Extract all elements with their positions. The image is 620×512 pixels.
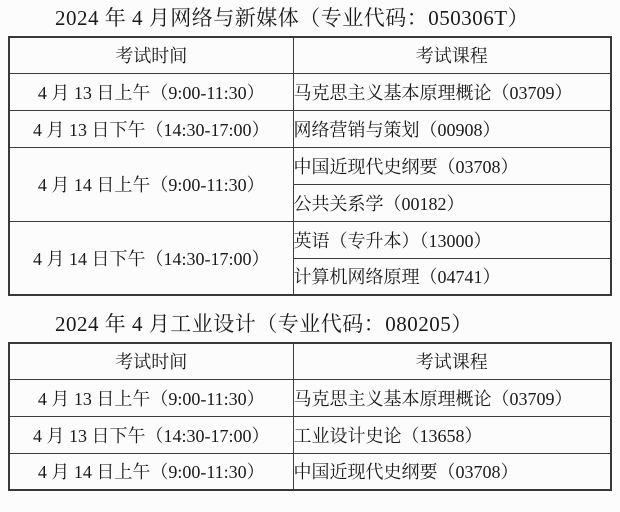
exam-schedule-table-industrial-design [8,342,612,491]
table-header-row [9,37,611,73]
exam-time-cell: 4 月 13 日上午（9:00-11:30） [9,379,293,416]
exam-course-cell: 公共关系学（00182） [293,184,611,221]
section-title-network-new-media: 2024 年 4 月网络与新媒体（专业代码：050306T） [55,6,530,30]
table-row [9,147,611,184]
exam-course-cell: 马克思主义基本原理概论（03709） [293,73,611,110]
exam-time-cell: 4 月 13 日下午（14:30-17:00） [9,416,293,453]
exam-schedule-table-network-new-media [8,36,612,296]
table-row [9,221,611,258]
exam-time-cell: 4 月 14 日上午（9:00-11:30） [9,147,293,221]
exam-course-cell: 计算机网络原理（04741） [293,258,611,295]
header-cell: 考试时间 [9,343,293,379]
exam-time-cell: 4 月 14 日上午（9:00-11:30） [9,453,293,490]
table-header-row [9,343,611,379]
exam-course-cell: 马克思主义基本原理概论（03709） [293,379,611,416]
exam-time-cell: 4 月 14 日下午（14:30-17:00） [9,221,293,295]
exam-time-cell: 4 月 13 日上午（9:00-11:30） [9,73,293,110]
exam-course-cell: 中国近现代史纲要（03708） [293,453,611,490]
table-row [9,110,611,147]
table-row [9,379,611,416]
section-title-industrial-design: 2024 年 4 月工业设计（专业代码：080205） [55,312,473,336]
header-cell: 考试课程 [293,343,611,379]
table-row [9,453,611,490]
exam-course-cell: 英语（专升本）（13000） [293,221,611,258]
table-row [9,73,611,110]
exam-course-cell: 工业设计史论（13658） [293,416,611,453]
header-cell: 考试课程 [293,37,611,73]
exam-time-cell: 4 月 13 日下午（14:30-17:00） [9,110,293,147]
table-row [9,416,611,453]
header-cell: 考试时间 [9,37,293,73]
exam-course-cell: 中国近现代史纲要（03708） [293,147,611,184]
exam-course-cell: 网络营销与策划（00908） [293,110,611,147]
